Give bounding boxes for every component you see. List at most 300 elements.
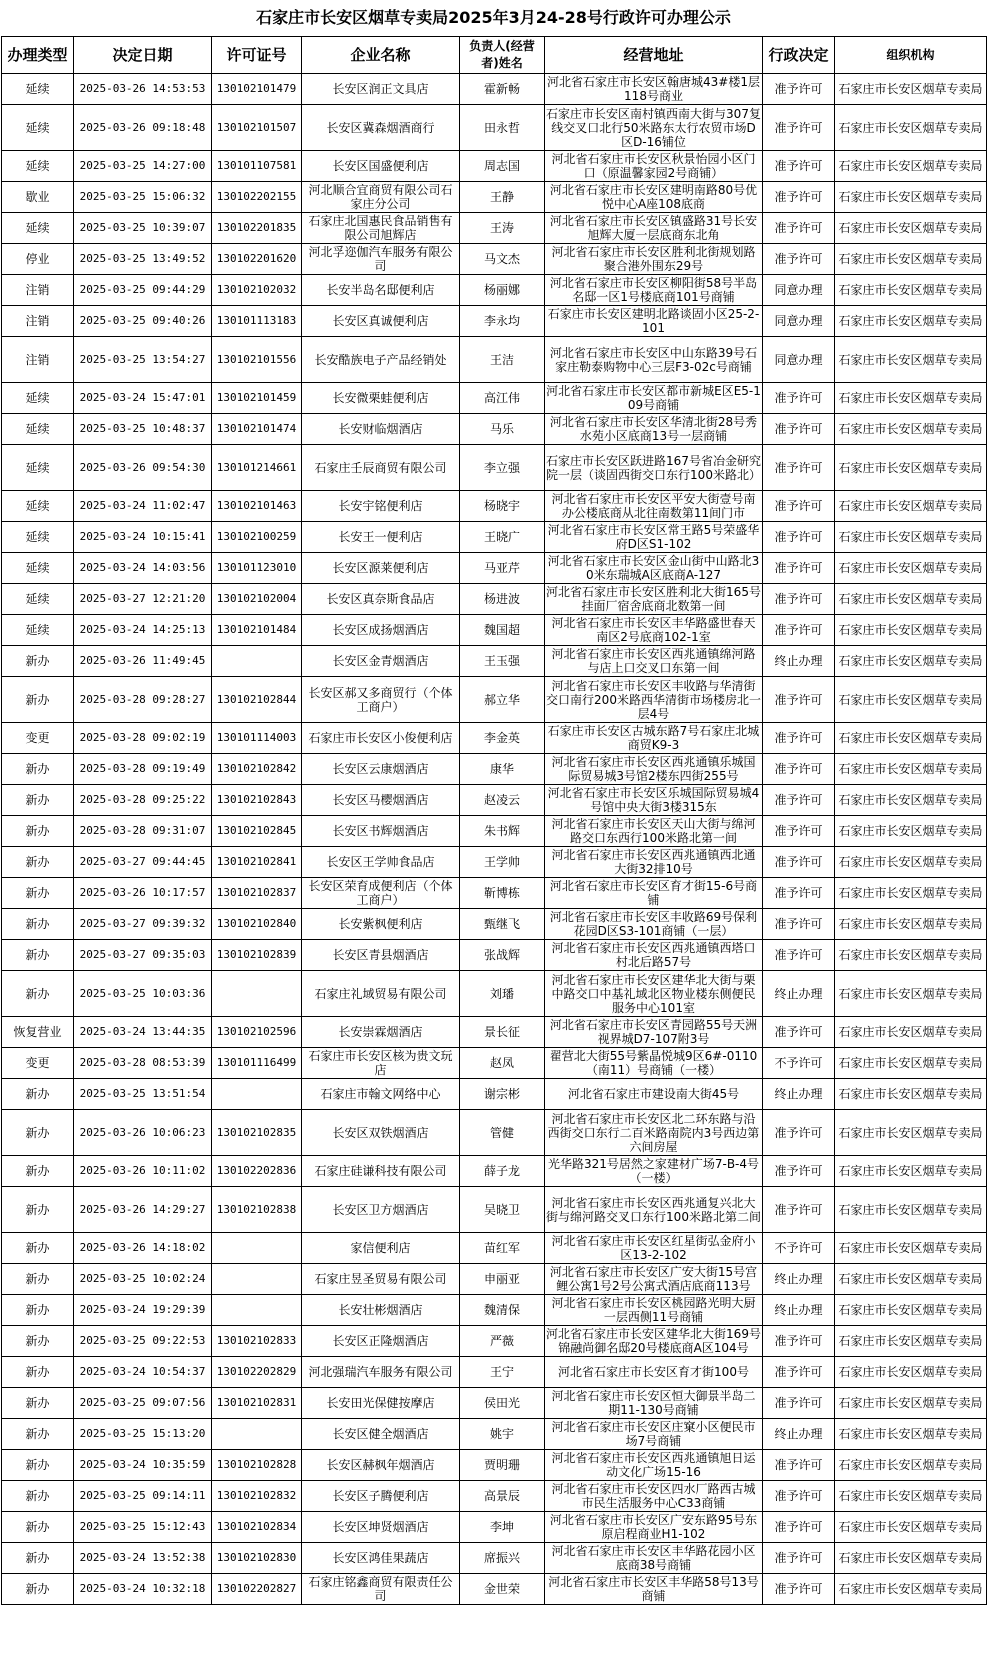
cell-type: 新办	[2, 646, 74, 677]
cell-person: 魏清保	[460, 1295, 545, 1326]
cell-date: 2025-03-25 15:12:43	[74, 1512, 212, 1543]
cell-company: 河北强瑞汽车服务有限公司	[302, 1357, 460, 1388]
cell-type: 新办	[2, 909, 74, 940]
cell-date: 2025-03-28 09:28:27	[74, 677, 212, 723]
cell-decision: 准予许可	[763, 847, 835, 878]
cell-person: 侯田光	[460, 1388, 545, 1419]
table-row	[2, 677, 987, 723]
cell-decision: 同意办理	[763, 306, 835, 337]
cell-org: 石家庄市长安区烟草专卖局	[835, 1450, 987, 1481]
cell-date: 2025-03-24 11:02:47	[74, 491, 212, 522]
cell-company: 长安王一便利店	[302, 522, 460, 553]
cell-org: 石家庄市长安区烟草专卖局	[835, 1419, 987, 1450]
table-row	[2, 337, 987, 383]
cell-license: 130102101556	[212, 337, 302, 383]
cell-person: 李坤	[460, 1512, 545, 1543]
cell-org: 石家庄市长安区烟草专卖局	[835, 1264, 987, 1295]
cell-org: 石家庄市长安区烟草专卖局	[835, 909, 987, 940]
cell-license: 130102102834	[212, 1512, 302, 1543]
cell-date: 2025-03-26 10:17:57	[74, 878, 212, 909]
header-person: 负责人(经营者)姓名	[460, 37, 545, 74]
cell-type: 延续	[2, 74, 74, 105]
cell-org: 石家庄市长安区烟草专卖局	[835, 414, 987, 445]
cell-address: 河北省石家庄市长安区青园路55号天洲视界城D7-107附3号	[545, 1017, 763, 1048]
cell-decision: 准予许可	[763, 491, 835, 522]
cell-decision: 准予许可	[763, 522, 835, 553]
cell-decision: 准予许可	[763, 1357, 835, 1388]
cell-person: 薛子龙	[460, 1156, 545, 1187]
cell-date: 2025-03-24 15:47:01	[74, 383, 212, 414]
cell-decision: 准予许可	[763, 1574, 835, 1605]
cell-org: 石家庄市长安区烟草专卖局	[835, 615, 987, 646]
cell-type: 延续	[2, 522, 74, 553]
cell-license: 130102101507	[212, 105, 302, 151]
cell-license: 130102102840	[212, 909, 302, 940]
cell-license: 130102102831	[212, 1388, 302, 1419]
cell-type: 注销	[2, 337, 74, 383]
cell-company: 长安崇霖烟酒店	[302, 1017, 460, 1048]
cell-address: 光华路321号居然之家建材广场7-B-4号（一楼）	[545, 1156, 763, 1187]
cell-date: 2025-03-26 10:11:02	[74, 1156, 212, 1187]
cell-org: 石家庄市长安区烟草专卖局	[835, 723, 987, 754]
cell-company: 石家庄市翰文网络中心	[302, 1079, 460, 1110]
cell-address: 河北省石家庄市长安区镇盛路31号长安旭辉大厦一层底商东北角	[545, 213, 763, 244]
table-row	[2, 74, 987, 105]
cell-decision: 同意办理	[763, 275, 835, 306]
cell-decision: 准予许可	[763, 553, 835, 584]
table-row	[2, 754, 987, 785]
cell-org: 石家庄市长安区烟草专卖局	[835, 1326, 987, 1357]
cell-license: 130101214661	[212, 445, 302, 491]
cell-decision: 准予许可	[763, 151, 835, 182]
cell-company: 石家庄礼域贸易有限公司	[302, 971, 460, 1017]
table-row	[2, 105, 987, 151]
header-company: 企业名称	[302, 37, 460, 74]
table-row	[2, 1543, 987, 1574]
table-row	[2, 816, 987, 847]
cell-company: 长安区马樱烟酒店	[302, 785, 460, 816]
cell-decision: 准予许可	[763, 723, 835, 754]
table-row	[2, 491, 987, 522]
cell-type: 停业	[2, 244, 74, 275]
cell-person: 管健	[460, 1110, 545, 1156]
cell-company: 河北孚迩伽汽车服务有限公司	[302, 244, 460, 275]
cell-company: 长安区青县烟酒店	[302, 940, 460, 971]
cell-address: 河北省石家庄市长安区建华北大街与栗中路交口中基礼域北区物业楼东侧便民服务中心101室	[545, 971, 763, 1017]
cell-address: 河北省石家庄市长安区广安东路95号东原启程商业H1-102	[545, 1512, 763, 1543]
cell-decision: 准予许可	[763, 940, 835, 971]
cell-company: 长安区国盛便利店	[302, 151, 460, 182]
cell-type: 注销	[2, 275, 74, 306]
table-row	[2, 1295, 987, 1326]
cell-company: 长安区卫方烟酒店	[302, 1187, 460, 1233]
cell-person: 甄继飞	[460, 909, 545, 940]
cell-type: 歇业	[2, 182, 74, 213]
cell-person: 张战辉	[460, 940, 545, 971]
table-row	[2, 785, 987, 816]
cell-person: 赵凤	[460, 1048, 545, 1079]
cell-company: 长安区赫枫年烟酒店	[302, 1450, 460, 1481]
cell-decision: 准予许可	[763, 182, 835, 213]
cell-person: 景长征	[460, 1017, 545, 1048]
cell-address: 河北省石家庄市长安区庄窠小区便民市场7号商铺	[545, 1419, 763, 1450]
cell-person: 朱书辉	[460, 816, 545, 847]
cell-date: 2025-03-27 09:44:45	[74, 847, 212, 878]
table-row	[2, 445, 987, 491]
cell-person: 李永均	[460, 306, 545, 337]
cell-license: 130102100259	[212, 522, 302, 553]
cell-type: 变更	[2, 1048, 74, 1079]
cell-org: 石家庄市长安区烟草专卖局	[835, 275, 987, 306]
cell-license: 130101116499	[212, 1048, 302, 1079]
cell-type: 延续	[2, 584, 74, 615]
cell-org: 石家庄市长安区烟草专卖局	[835, 1512, 987, 1543]
header-address: 经营地址	[545, 37, 763, 74]
cell-address: 河北省石家庄市长安区四水厂路西古城市民生活服务中心C33商铺	[545, 1481, 763, 1512]
cell-type: 注销	[2, 306, 74, 337]
cell-type: 延续	[2, 414, 74, 445]
cell-org: 石家庄市长安区烟草专卖局	[835, 1048, 987, 1079]
cell-address: 河北省石家庄市长安区红星街弘金府小区13-2-102	[545, 1233, 763, 1264]
cell-org: 石家庄市长安区烟草专卖局	[835, 1481, 987, 1512]
table-row	[2, 522, 987, 553]
cell-type: 新办	[2, 1110, 74, 1156]
cell-company: 石家庄铭鑫商贸有限责任公司	[302, 1574, 460, 1605]
cell-org: 石家庄市长安区烟草专卖局	[835, 151, 987, 182]
cell-license: 130102101474	[212, 414, 302, 445]
cell-person: 王洁	[460, 337, 545, 383]
cell-org: 石家庄市长安区烟草专卖局	[835, 445, 987, 491]
cell-company: 长安田光保健按摩店	[302, 1388, 460, 1419]
cell-address: 河北省石家庄市长安区西兆通复兴北大街与绵河路交叉口东行100米路北第二间	[545, 1187, 763, 1233]
cell-org: 石家庄市长安区烟草专卖局	[835, 1388, 987, 1419]
cell-org: 石家庄市长安区烟草专卖局	[835, 816, 987, 847]
cell-type: 延续	[2, 553, 74, 584]
cell-decision: 准予许可	[763, 615, 835, 646]
cell-address: 河北省石家庄市长安区西兆通镇旭日运动文化广场15-16	[545, 1450, 763, 1481]
cell-decision: 不予许可	[763, 1233, 835, 1264]
table-row	[2, 723, 987, 754]
cell-person: 王涛	[460, 213, 545, 244]
cell-org: 石家庄市长安区烟草专卖局	[835, 1079, 987, 1110]
cell-license	[212, 646, 302, 677]
cell-org: 石家庄市长安区烟草专卖局	[835, 383, 987, 414]
cell-company: 长安区冀森烟酒商行	[302, 105, 460, 151]
cell-address: 河北省石家庄市长安区丰收路69号保利花园D区S3-101商铺（一层）	[545, 909, 763, 940]
cell-date: 2025-03-25 13:49:52	[74, 244, 212, 275]
table-row	[2, 1326, 987, 1357]
cell-org: 石家庄市长安区烟草专卖局	[835, 940, 987, 971]
cell-decision: 准予许可	[763, 244, 835, 275]
cell-org: 石家庄市长安区烟草专卖局	[835, 491, 987, 522]
table-row	[2, 1187, 987, 1233]
cell-company: 长安区真奈斯食品店	[302, 584, 460, 615]
cell-person: 王学帅	[460, 847, 545, 878]
cell-license: 130102101484	[212, 615, 302, 646]
cell-company: 长安区云康烟酒店	[302, 754, 460, 785]
cell-license: 130102101463	[212, 491, 302, 522]
cell-org: 石家庄市长安区烟草专卖局	[835, 337, 987, 383]
cell-address: 河北省石家庄市长安区广安大街15号宫鲤公寓1号2号公寓式酒店底商113号	[545, 1264, 763, 1295]
cell-license: 130102102842	[212, 754, 302, 785]
cell-decision: 准予许可	[763, 1450, 835, 1481]
cell-license: 130102202836	[212, 1156, 302, 1187]
cell-org: 石家庄市长安区烟草专卖局	[835, 878, 987, 909]
table-row	[2, 615, 987, 646]
cell-date: 2025-03-28 09:19:49	[74, 754, 212, 785]
cell-address: 石家庄市长安区古城东路7号石家庄北城商贸K9-3	[545, 723, 763, 754]
cell-person: 李金英	[460, 723, 545, 754]
cell-address: 河北省石家庄市长安区丰华路花园小区底商38号商铺	[545, 1543, 763, 1574]
cell-company: 长安区成扬烟酒店	[302, 615, 460, 646]
cell-company: 家信便利店	[302, 1233, 460, 1264]
cell-person: 谢宗彬	[460, 1079, 545, 1110]
cell-license: 130102102837	[212, 878, 302, 909]
table-row	[2, 1110, 987, 1156]
cell-org: 石家庄市长安区烟草专卖局	[835, 1295, 987, 1326]
cell-license: 130101114003	[212, 723, 302, 754]
table-row	[2, 1512, 987, 1543]
cell-type: 新办	[2, 1450, 74, 1481]
cell-org: 石家庄市长安区烟草专卖局	[835, 244, 987, 275]
cell-type: 新办	[2, 1543, 74, 1574]
cell-date: 2025-03-24 13:44:35	[74, 1017, 212, 1048]
cell-type: 新办	[2, 878, 74, 909]
cell-decision: 准予许可	[763, 1512, 835, 1543]
cell-license	[212, 1264, 302, 1295]
cell-company: 长安区真诚便利店	[302, 306, 460, 337]
cell-company: 长安宇铭便利店	[302, 491, 460, 522]
cell-address: 石家庄市长安区建明北路谈固小区25-2-101	[545, 306, 763, 337]
table-row	[2, 1233, 987, 1264]
cell-date: 2025-03-24 19:29:39	[74, 1295, 212, 1326]
cell-address: 河北省石家庄市长安区翰唐城43#楼1层118号商业	[545, 74, 763, 105]
cell-address: 河北省石家庄市长安区柳阳街58号半岛名邸一区1号楼底商101号商铺	[545, 275, 763, 306]
cell-decision: 准予许可	[763, 1187, 835, 1233]
cell-date: 2025-03-25 09:44:29	[74, 275, 212, 306]
cell-date: 2025-03-24 10:15:41	[74, 522, 212, 553]
header-date: 决定日期	[74, 37, 212, 74]
cell-date: 2025-03-25 09:14:11	[74, 1481, 212, 1512]
cell-address: 河北省石家庄市长安区中山东路39号石家庄勒泰购物中心三层F3-02c号商铺	[545, 337, 763, 383]
cell-type: 新办	[2, 1419, 74, 1450]
cell-company: 长安区润正文具店	[302, 74, 460, 105]
cell-org: 石家庄市长安区烟草专卖局	[835, 1574, 987, 1605]
header-type: 办理类型	[2, 37, 74, 74]
table-row	[2, 1481, 987, 1512]
cell-person: 严薇	[460, 1326, 545, 1357]
cell-decision: 不予许可	[763, 1048, 835, 1079]
cell-org: 石家庄市长安区烟草专卖局	[835, 182, 987, 213]
cell-person: 杨丽娜	[460, 275, 545, 306]
cell-date: 2025-03-25 09:22:53	[74, 1326, 212, 1357]
cell-address: 河北省石家庄市长安区金山街中山路北30米东瑞城A区底商A-127	[545, 553, 763, 584]
table-row	[2, 646, 987, 677]
cell-company: 长安区源莱便利店	[302, 553, 460, 584]
cell-type: 新办	[2, 971, 74, 1017]
cell-person: 马亚芹	[460, 553, 545, 584]
cell-org: 石家庄市长安区烟草专卖局	[835, 1017, 987, 1048]
cell-org: 石家庄市长安区烟草专卖局	[835, 553, 987, 584]
cell-company: 石家庄昱圣贸易有限公司	[302, 1264, 460, 1295]
cell-company: 石家庄硅谦科技有限公司	[302, 1156, 460, 1187]
cell-org: 石家庄市长安区烟草专卖局	[835, 1543, 987, 1574]
permit-table	[1, 36, 987, 1605]
cell-decision: 准予许可	[763, 1388, 835, 1419]
cell-date: 2025-03-24 10:54:37	[74, 1357, 212, 1388]
cell-org: 石家庄市长安区烟草专卖局	[835, 306, 987, 337]
cell-person: 田永哲	[460, 105, 545, 151]
cell-decision: 终止办理	[763, 646, 835, 677]
cell-person: 高景辰	[460, 1481, 545, 1512]
cell-person: 魏国超	[460, 615, 545, 646]
cell-date: 2025-03-28 08:53:39	[74, 1048, 212, 1079]
cell-decision: 准予许可	[763, 383, 835, 414]
table-row	[2, 971, 987, 1017]
cell-license: 130102201620	[212, 244, 302, 275]
cell-person: 王晓广	[460, 522, 545, 553]
cell-address: 石家庄市长安区跃进路167号省冶金研究院一层（谈固西街交口东行100米路北）	[545, 445, 763, 491]
cell-decision: 终止办理	[763, 1295, 835, 1326]
table-row	[2, 878, 987, 909]
cell-license: 130102102838	[212, 1187, 302, 1233]
table-row	[2, 213, 987, 244]
table-row	[2, 1574, 987, 1605]
cell-license	[212, 971, 302, 1017]
cell-date: 2025-03-25 09:07:56	[74, 1388, 212, 1419]
cell-address: 河北省石家庄市长安区育才街100号	[545, 1357, 763, 1388]
table-row	[2, 306, 987, 337]
cell-license: 130102102845	[212, 816, 302, 847]
cell-org: 石家庄市长安区烟草专卖局	[835, 1156, 987, 1187]
cell-type: 延续	[2, 213, 74, 244]
header-decision: 行政决定	[763, 37, 835, 74]
cell-date: 2025-03-26 14:53:53	[74, 74, 212, 105]
cell-company: 石家庄市长安区核为贵文玩店	[302, 1048, 460, 1079]
cell-address: 河北省石家庄市长安区丰华路盛世春天南区2号底商102-1室	[545, 615, 763, 646]
cell-license: 130102102844	[212, 677, 302, 723]
page-title: 石家庄市长安区烟草专卖局2025年3月24-28号行政许可办理公示	[256, 8, 731, 27]
cell-person: 杨进波	[460, 584, 545, 615]
cell-address: 河北省石家庄市长安区桃园路光明大厨一层西侧11号商铺	[545, 1295, 763, 1326]
cell-type: 新办	[2, 754, 74, 785]
header-org: 组织机构	[835, 37, 987, 74]
cell-address: 河北省石家庄市长安区建明南路80号优悦中心A座108底商	[545, 182, 763, 213]
cell-address: 河北省石家庄市长安区西兆通镇乐城国际贸易城3号馆2楼东四街255号	[545, 754, 763, 785]
cell-decision: 终止办理	[763, 1419, 835, 1450]
cell-org: 石家庄市长安区烟草专卖局	[835, 971, 987, 1017]
cell-org: 石家庄市长安区烟草专卖局	[835, 584, 987, 615]
cell-license: 130101123010	[212, 553, 302, 584]
cell-org: 石家庄市长安区烟草专卖局	[835, 677, 987, 723]
cell-date: 2025-03-25 10:03:36	[74, 971, 212, 1017]
cell-company: 长安区荣育成便利店（个体工商户）	[302, 878, 460, 909]
cell-date: 2025-03-28 09:02:19	[74, 723, 212, 754]
cell-type: 新办	[2, 1357, 74, 1388]
cell-license: 130102202155	[212, 182, 302, 213]
cell-date: 2025-03-26 14:18:02	[74, 1233, 212, 1264]
cell-person: 霍新畅	[460, 74, 545, 105]
cell-type: 延续	[2, 105, 74, 151]
table-row	[2, 847, 987, 878]
cell-decision: 准予许可	[763, 1156, 835, 1187]
cell-type: 恢复营业	[2, 1017, 74, 1048]
cell-date: 2025-03-25 13:54:27	[74, 337, 212, 383]
cell-person: 席振兴	[460, 1543, 545, 1574]
cell-address: 河北省石家庄市长安区西兆通镇绵河路与店上口交叉口东第一间	[545, 646, 763, 677]
cell-person: 金世荣	[460, 1574, 545, 1605]
cell-license: 130102102833	[212, 1326, 302, 1357]
cell-person: 马乐	[460, 414, 545, 445]
cell-license: 130102102828	[212, 1450, 302, 1481]
cell-person: 王静	[460, 182, 545, 213]
cell-person: 杨晓宇	[460, 491, 545, 522]
cell-license: 130102202827	[212, 1574, 302, 1605]
header-row	[2, 37, 987, 74]
cell-person: 苗红军	[460, 1233, 545, 1264]
cell-type: 新办	[2, 1233, 74, 1264]
cell-license: 130101107581	[212, 151, 302, 182]
cell-company: 长安区坤贤烟酒店	[302, 1512, 460, 1543]
cell-license: 130102102596	[212, 1017, 302, 1048]
cell-type: 新办	[2, 1264, 74, 1295]
cell-date: 2025-03-24 10:35:59	[74, 1450, 212, 1481]
cell-company: 石家庄壬辰商贸有限公司	[302, 445, 460, 491]
cell-address: 河北省石家庄市长安区秋景怡园小区门口（原温馨家园2号商铺）	[545, 151, 763, 182]
cell-person: 郝立华	[460, 677, 545, 723]
table-row	[2, 1357, 987, 1388]
cell-decision: 准予许可	[763, 74, 835, 105]
table-row	[2, 1079, 987, 1110]
cell-decision: 准予许可	[763, 1017, 835, 1048]
cell-person: 申丽亚	[460, 1264, 545, 1295]
cell-date: 2025-03-24 10:32:18	[74, 1574, 212, 1605]
cell-org: 石家庄市长安区烟草专卖局	[835, 754, 987, 785]
cell-address: 河北省石家庄市长安区育才街15-6号商铺	[545, 878, 763, 909]
cell-license: 130102202829	[212, 1357, 302, 1388]
cell-org: 石家庄市长安区烟草专卖局	[835, 1233, 987, 1264]
cell-company: 长安区王学帅食品店	[302, 847, 460, 878]
cell-license	[212, 1233, 302, 1264]
cell-decision: 准予许可	[763, 213, 835, 244]
cell-date: 2025-03-25 09:40:26	[74, 306, 212, 337]
table-row	[2, 414, 987, 445]
cell-address: 河北省石家庄市长安区西兆通镇西北通大街32排10号	[545, 847, 763, 878]
table-row	[2, 182, 987, 213]
cell-type: 延续	[2, 615, 74, 646]
cell-date: 2025-03-27 09:35:03	[74, 940, 212, 971]
cell-date: 2025-03-27 09:39:32	[74, 909, 212, 940]
table-row	[2, 553, 987, 584]
cell-person: 李立强	[460, 445, 545, 491]
cell-person: 周志国	[460, 151, 545, 182]
cell-org: 石家庄市长安区烟草专卖局	[835, 1110, 987, 1156]
cell-license: 130102102032	[212, 275, 302, 306]
cell-org: 石家庄市长安区烟草专卖局	[835, 1187, 987, 1233]
cell-date: 2025-03-24 14:03:56	[74, 553, 212, 584]
cell-date: 2025-03-26 09:54:30	[74, 445, 212, 491]
cell-license	[212, 1079, 302, 1110]
cell-type: 新办	[2, 816, 74, 847]
cell-license: 130102102835	[212, 1110, 302, 1156]
cell-person: 吴晓卫	[460, 1187, 545, 1233]
cell-address: 河北省石家庄市长安区恒大御景半岛二期11-130号商铺	[545, 1388, 763, 1419]
cell-company: 长安半岛名邸便利店	[302, 275, 460, 306]
cell-decision: 准予许可	[763, 1481, 835, 1512]
cell-license: 130102101479	[212, 74, 302, 105]
cell-license	[212, 1419, 302, 1450]
cell-type: 新办	[2, 1574, 74, 1605]
